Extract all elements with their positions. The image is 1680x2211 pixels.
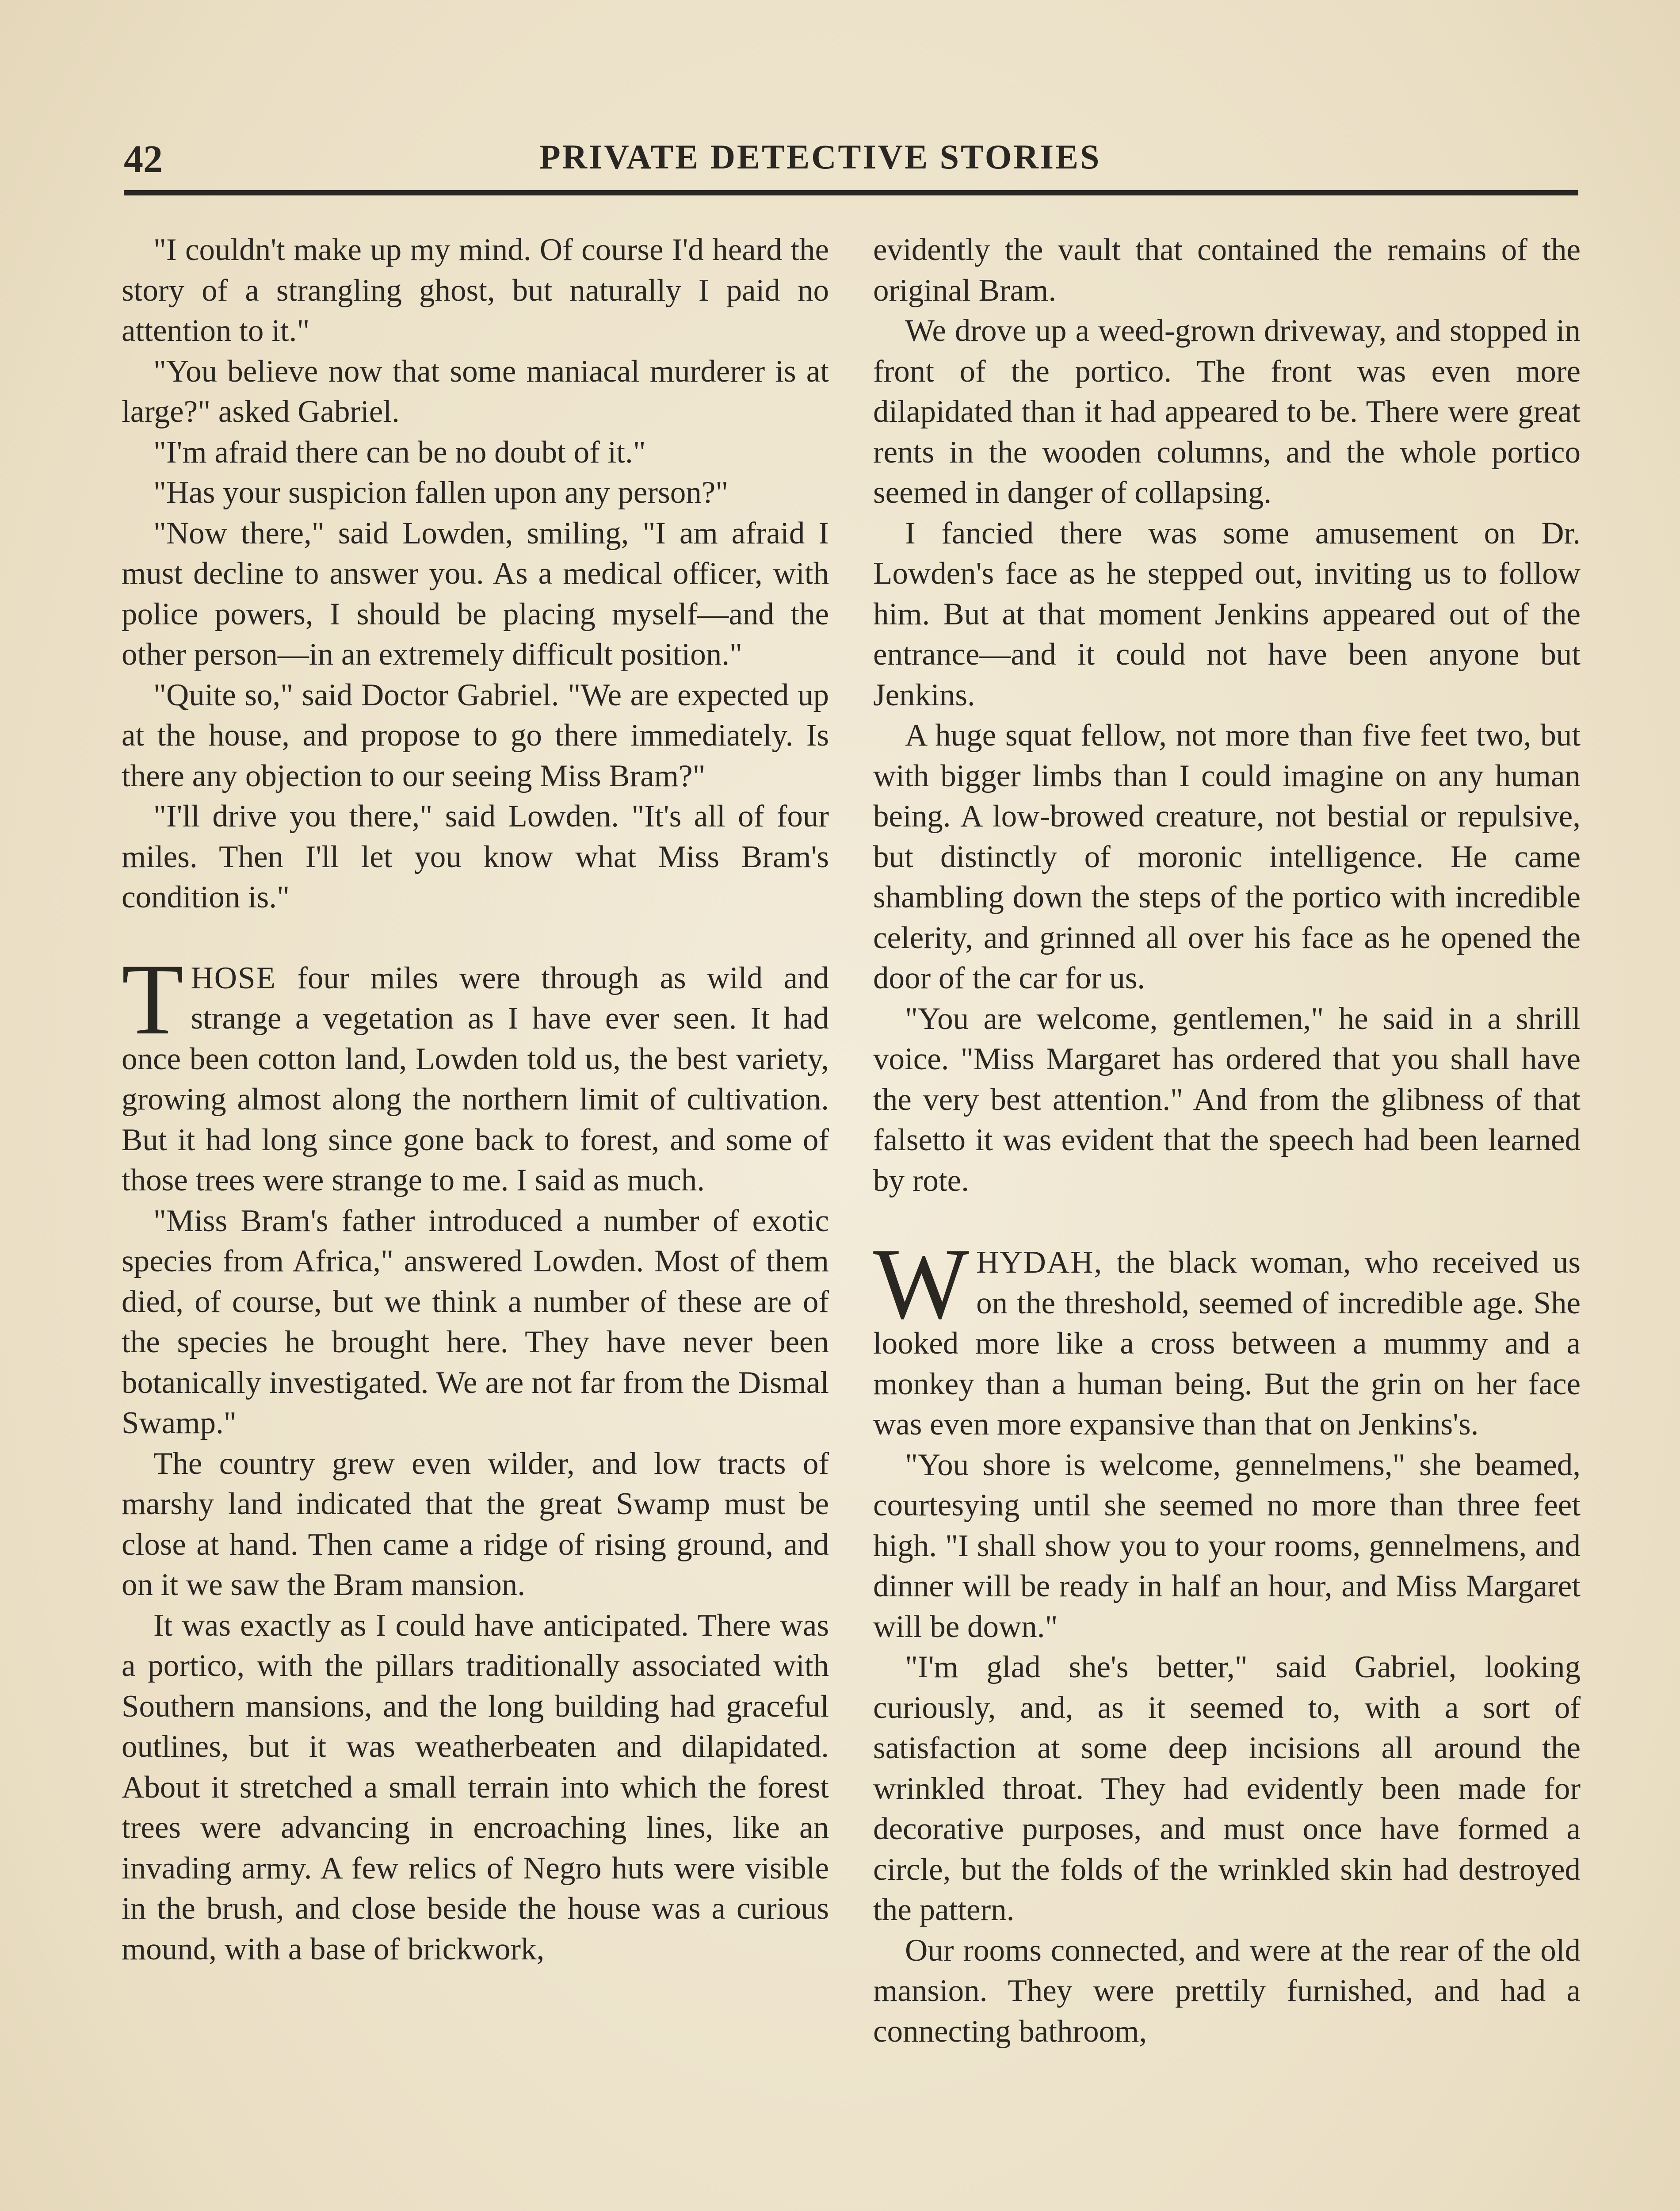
right-column <box>873 230 1581 2052</box>
left-column <box>122 230 829 1970</box>
paragraph: "I couldn't make up my mind. Of course I'd heard the story of a strangling ghost, but naturally I paid no attention to it." <box>122 233 829 348</box>
paragraph: "Quite so," said Doctor Gabriel. "We are expected up at the house, and propose to go there immediately. Is there any objection to our seeing Miss Bram?" <box>122 677 829 793</box>
lead-in-word: HOSE <box>191 960 276 995</box>
paragraph: It was exactly as I could have anticipated. There was a portico, with the pillars traditionally associated with Southern mansions, and the long building had graceful outlines, but it was weatherbeaten and dilapidated. About it stretched a small terrain into which the forest trees were advancing in encroaching lines, like an invading army. A few relics of Negro huts were visible in the brush, and close beside the house was a curious mound, with a base of brickwork, <box>122 1608 829 1966</box>
paragraph: We drove up a weed-grown driveway, and stopped in front of the portico. The front was even more dilapidated than it had appeared to be. There were great rents in the wooden columns, and the whole portico seemed in danger of collapsing. <box>873 314 1581 510</box>
header-rule <box>124 190 1578 195</box>
paragraph: Our rooms connected, and were at the rear of the old mansion. They were prettily furnished, and had a connecting bathroom, <box>873 1933 1581 2049</box>
paragraph: "You are welcome, gentlemen," he said in a shrill voice. "Miss Margaret has ordered that you shall have the very best attention." And from the glibness of that falsetto it was evident that the speech had been learned by rote. <box>873 1001 1581 1198</box>
paragraph: The country grew even wilder, and low tracts of marshy land indicated that the great Swamp must be close at hand. Then came a ridge of rising ground, and on it we saw the Bram mansion. <box>122 1446 829 1602</box>
paragraph: "Has your suspicion fallen upon any person?" <box>153 475 729 510</box>
paragraph: "Miss Bram's father introduced a number of exotic species from Africa," answered Lowden. Most of them died, of course, but we think a number of these are of the species he brought here. They have never been botanically investigated. We are not far from the Dismal Swamp." <box>122 1203 829 1440</box>
running-title: PRIVATE DETECTIVE STORIES <box>539 138 1101 176</box>
paragraph: "I'm afraid there can be no doubt of it." <box>153 435 646 470</box>
drop-cap: T <box>122 942 184 1056</box>
section-break <box>873 1201 1581 1243</box>
drop-cap: W <box>873 1227 970 1340</box>
paragraph: I fancied there was some amusement on Dr. Lowden's face as he stepped out, inviting us to follow him. But at that moment Jenkins appeared out of the entrance—and it could not have been anyone but Jenkins. <box>873 516 1581 712</box>
paragraph: "I'll drive you there," said Lowden. "It's all of four miles. Then I'll let you know what Miss Bram's condition is." <box>122 799 829 914</box>
page-number: 42 <box>124 138 163 181</box>
section-opening-paragraph <box>122 942 829 1201</box>
paragraph: evidently the vault that contained the remains of the original Bram. <box>873 233 1581 308</box>
paragraph: "You shore is welcome, gennelmens," she beamed, courtesying until she seemed no more than three feet high. "I shall show you to your rooms, gennelmens, and dinner will be ready in half an hour, and Miss Margaret will be down." <box>873 1447 1581 1644</box>
paragraph: "Now there," said Lowden, smiling, "I am afraid I must decline to answer you. As a medical officer, with police powers, I should be placing myself—and the other person—in an extremely difficult position." <box>122 516 829 672</box>
lead-in-word: HYDAH, <box>976 1245 1103 1280</box>
paragraph-text: four miles were through as wild and strange a vegetation as I have ever seen. It had once been cotton land, Lowden told us, the best variety, growing almost along the northern limit of cultivation. But it had long since gone back to forest, and some of those trees were strange to me. I said as much. <box>122 960 829 1197</box>
section-break <box>122 918 829 958</box>
section-opening-paragraph <box>873 1227 1581 1445</box>
paragraph: A huge squat fellow, not more than five feet two, but with bigger limbs than I could imagine on any human being. A low-browed creature, not bestial or repulsive, but distinctly of moronic intelligence. He came shambling down the steps of the portico with incredible celerity, and grinned all over his face as he opened the door of the car for us. <box>873 718 1581 995</box>
paragraph: "I'm glad she's better," said Gabriel, looking curiously, and, as it seemed to, with a sort of satisfaction at some deep incisions all around the wrinkled throat. They had evidently been made for decorative purposes, and must once have formed a circle, but the folds of the wrinkled skin had destroyed the pattern. <box>873 1650 1581 1927</box>
paragraph-text: the black woman, who received us on the threshold, seemed of incredible age. She looked more like a cross between a mummy and a monkey than a human being. But the grin on her face was even more expansive than that on Jenkins's. <box>873 1245 1581 1442</box>
page-header <box>124 137 1578 186</box>
paragraph: "You believe now that some maniacal murderer is at large?" asked Gabriel. <box>122 354 829 429</box>
